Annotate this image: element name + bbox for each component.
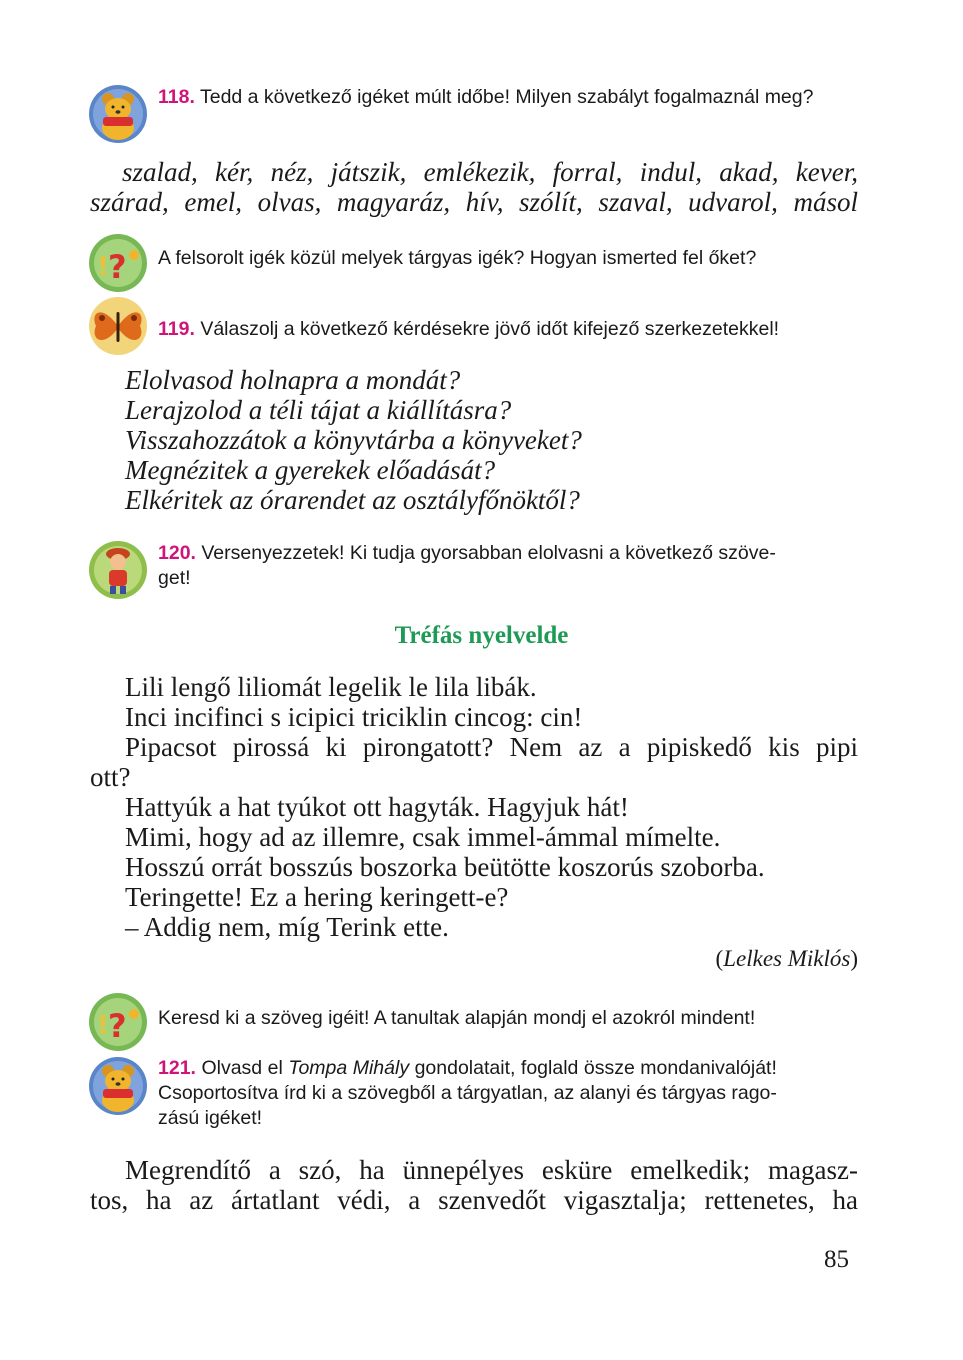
task-text: Csoportosítva írd ki a szövegből a tárgyatlan, az alanyi és tárgyas rago- xyxy=(158,1082,777,1104)
poem xyxy=(90,672,858,942)
task-text: Olvasd el xyxy=(201,1057,289,1079)
question-verbs xyxy=(88,992,858,1052)
cartoon-kid-icon xyxy=(88,540,148,600)
verb-list-line: szárad, emel, olvas, magyaráz, hív, szólít, szaval, udvarol, másol xyxy=(90,187,858,217)
task-text: gondolatait, foglald össze mondanivalóját! xyxy=(409,1057,777,1079)
poem-line: Lili lengő liliomát legelik le lila libák. xyxy=(125,672,537,702)
poem-title: Tréfás nyelvelde xyxy=(394,622,569,649)
poem-line: ott? xyxy=(90,762,131,792)
task-text: get! xyxy=(158,567,191,589)
question-transitive-verbs xyxy=(88,233,858,293)
task-text: zású igéket! xyxy=(158,1107,263,1129)
attribution-author: Lelkes Miklós xyxy=(723,946,851,971)
question-line: Lerajzolod a téli tájat a kiállításra? xyxy=(125,395,512,425)
winnie-the-pooh-icon xyxy=(88,1056,148,1116)
task-text: Versenyezzetek! Ki tudja gyorsabban elolvasni a következő szöve- xyxy=(201,542,776,564)
verb-list-line: szalad, kér, néz, játszik, emlékezik, forral, indul, akad, kever, xyxy=(122,157,858,187)
poem-line: Hosszú orrát bosszús boszorka beütötte koszorús szoborba. xyxy=(125,852,765,882)
poem-line: Mimi, hogy ad az illemre, csak immel-ámmal mímelte. xyxy=(125,822,721,852)
page-number: 85 xyxy=(824,1246,849,1273)
attribution-bracket: ( xyxy=(715,946,724,971)
question-text: Keresd ki a szöveg igéit! A tanultak alapján mondj el azokról mindent! xyxy=(158,1007,756,1029)
poem-line: – Addig nem, míg Terink ette. xyxy=(125,912,449,942)
verb-list xyxy=(90,157,858,217)
question-text: A felsorolt igék közül melyek tárgyas igék? Hogyan ismerted fel őket? xyxy=(158,247,757,269)
task-text: Válaszolj a következő kérdésekre jövő időt kifejező szerkezetekkel! xyxy=(200,318,780,340)
question-exclamation-icon xyxy=(88,233,148,293)
closing-line: tos, ha az ártatlant védi, a szenvedőt vigasztalja; rettenetes, ha xyxy=(90,1185,858,1215)
svg-text:?: ? xyxy=(108,248,127,286)
task-number: 121. xyxy=(158,1057,196,1079)
poem-line: Pipacsot pirossá ki pirongatott? Nem az a pipiskedő kis pipi xyxy=(125,732,858,762)
svg-text:!: ! xyxy=(97,252,109,282)
attribution-bracket: ) xyxy=(850,946,858,971)
winnie-the-pooh-icon xyxy=(88,84,148,144)
question-line: Elolvasod holnapra a mondát? xyxy=(125,365,461,395)
poem-line: Teringette! Ez a hering keringett-e? xyxy=(125,882,509,912)
question-exclamation-icon xyxy=(88,992,148,1052)
poem-attribution xyxy=(716,946,858,972)
task-119 xyxy=(88,296,858,356)
questions-list xyxy=(125,365,582,515)
task-121 xyxy=(88,1056,858,1131)
task-number: 120. xyxy=(158,542,196,564)
closing-line: Megrendítő a szó, ha ünnepélyes esküre emelkedik; magasz- xyxy=(125,1155,858,1185)
poem-line: Inci incifinci s icipici triciklin cincog: cin! xyxy=(125,702,583,732)
task-number: 118. xyxy=(158,86,195,108)
task-text: Tedd a következő igéket múlt időbe! Milyen szabályt fogalmaznál meg? xyxy=(199,86,814,108)
question-line: Megnézitek a gyerekek előadását? xyxy=(125,455,496,485)
poem-line: Hattyúk a hat tyúkot ott hagyták. Hagyjuk hát! xyxy=(125,792,629,822)
task-author: Tompa Mihály xyxy=(288,1057,410,1079)
task-number: 119. xyxy=(158,318,195,340)
question-line: Elkéritek az órarendet az osztályfőnöktől? xyxy=(125,485,580,515)
butterfly-icon xyxy=(88,296,148,356)
task-118 xyxy=(88,84,858,144)
question-line: Visszahozzátok a könyvtárba a könyveket? xyxy=(125,425,582,455)
svg-text:!: ! xyxy=(97,1011,109,1041)
task-120 xyxy=(88,540,858,600)
closing-text xyxy=(90,1155,858,1215)
svg-text:?: ? xyxy=(108,1007,127,1045)
